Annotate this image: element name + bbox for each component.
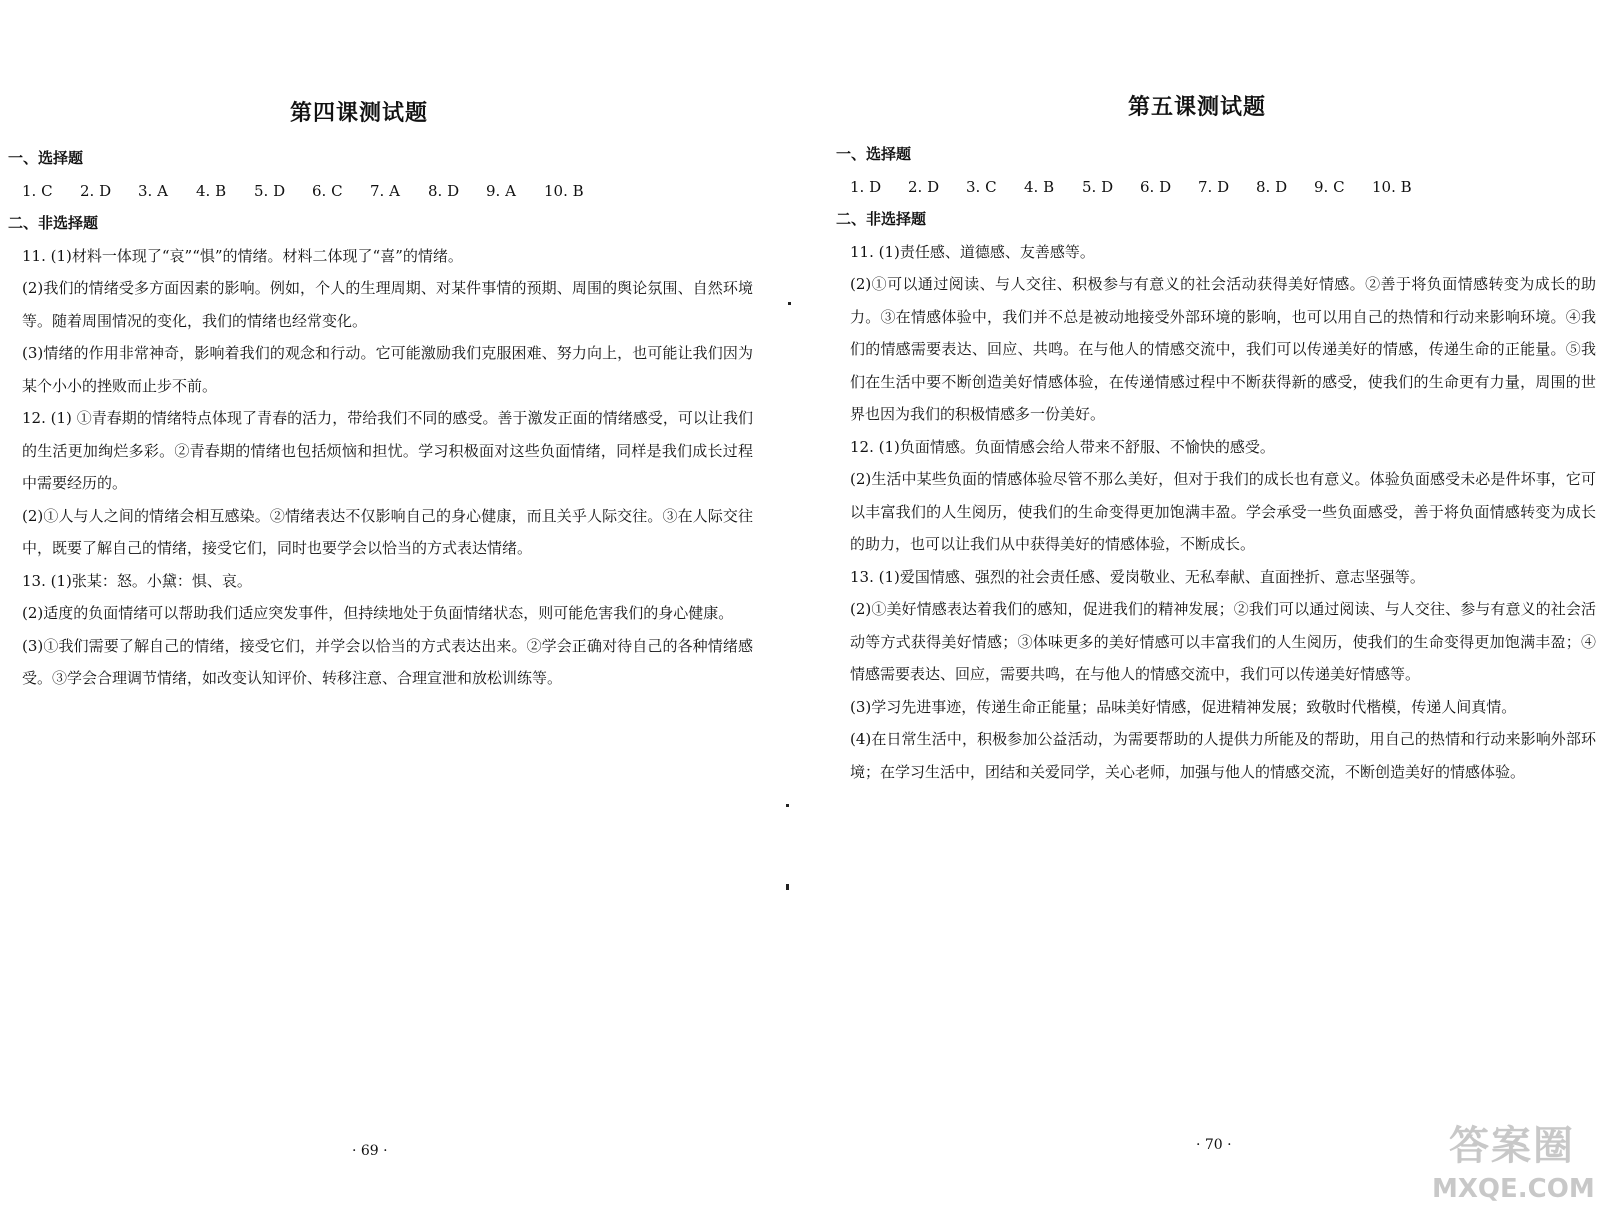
scan-speck xyxy=(786,884,789,890)
answer-item: 3. C xyxy=(966,177,997,196)
answer-paragraph: 12. (1) ①青春期的情绪特点体现了青春的活力，带给我们不同的感受。善于激发正面的情绪感受，可以让我们的生活更加绚烂多彩。②青春期的情绪也包括烦恼和担忧。学习积极面对这些负面情绪，同样是我们成长过程中需要经历的。 xyxy=(22,409,753,492)
answer-item: 10. B xyxy=(544,181,584,200)
answer-item: 6. D xyxy=(1140,177,1172,196)
answer-paragraph: (3)情绪的作用非常神奇，影响着我们的观念和行动。它可能激励我们克服困难、努力向上，也可能让我们因为某个小小的挫败而止步不前。 xyxy=(22,344,753,395)
watermark-logo xyxy=(1432,1118,1595,1218)
answer-item: 4. B xyxy=(196,181,227,200)
answer-paragraph: (2)①美好情感表达着我们的感知，促进我们的精神发展；②我们可以通过阅读、与人交往、参与有意义的社会活动等方式获得美好情感；③体味更多的美好情感可以丰富我们的人生阅历，使我们的生命变得更加饱满丰盈；④情感需要表达、回应，需要共鸣，在与他人的情感交流中，我们可以传递美好情感等。 xyxy=(850,600,1596,683)
watermark-text: 答案圈 xyxy=(1449,1123,1575,1169)
answer-item: 1. C xyxy=(22,181,53,200)
answer-item: 5. D xyxy=(1082,177,1114,196)
scan-speck xyxy=(788,302,791,305)
answer-item: 9. C xyxy=(1314,177,1345,196)
choice-answers xyxy=(22,175,753,208)
section-heading-nonchoice: 二、非选择题 xyxy=(8,214,99,232)
page-content xyxy=(836,138,1596,788)
answer-item: 1. D xyxy=(850,177,882,196)
answer-item: 7. A xyxy=(370,181,400,200)
answer-paragraph: 11. (1)责任感、道德感、友善感等。 xyxy=(850,242,1095,261)
answer-paragraph: (2)生活中某些负面的情感体验尽管不那么美好，但对于我们的成长也有意义。体验负面感受未必是件坏事，它可以丰富我们的人生阅历，使我们的生命变得更加饱满丰盈。学会承受一些负面感受，善于将负面情感转变为成长的助力，也可以让我们从中获得美好的情感体验，不断成长。 xyxy=(850,470,1596,553)
answer-item: 4. B xyxy=(1024,177,1055,196)
answer-paragraph: (3)①我们需要了解自己的情绪，接受它们，并学会以恰当的方式表达出来。②学会正确对待自己的各种情绪感受。③学会合理调节情绪，如改变认知评价、转移注意、合理宣泄和放松训练等。 xyxy=(22,636,753,687)
page-content xyxy=(8,142,753,695)
answer-item: 3. A xyxy=(138,181,168,200)
choice-answers xyxy=(850,171,1596,204)
page-title: 第四课测试题 xyxy=(290,100,429,126)
watermark-url: MXQE.COM xyxy=(1432,1174,1595,1204)
section-heading-choice: 一、选择题 xyxy=(836,145,912,163)
page-number: · 69 · xyxy=(352,1143,388,1159)
answer-item: 9. A xyxy=(486,181,516,200)
answer-paragraph: 13. (1)张某：怒。小黛：惧、哀。 xyxy=(22,571,252,590)
left-page xyxy=(0,0,780,1228)
page-number: · 70 · xyxy=(1196,1137,1232,1153)
answer-paragraph: (3)学习先进事迹，传递生命正能量；品味美好情感，促进精神发展；致敬时代楷模，传递人间真情。 xyxy=(850,697,1517,716)
answer-item: 5. D xyxy=(254,181,286,200)
answer-item: 8. D xyxy=(1256,177,1288,196)
answer-paragraph: 12. (1)负面情感。负面情感会给人带来不舒服、不愉快的感受。 xyxy=(850,437,1275,456)
answer-paragraph: (2)①可以通过阅读、与人交往、积极参与有意义的社会活动获得美好情感。②善于将负面情感转变为成长的助力。③在情感体验中，我们并不总是被动地接受外部环境的影响，也可以用自己的热情和行动来影响环境。④我们的情感需要表达、回应、共鸣。在与他人的情感交流中，我们可以传递美好的情感，传递生命的正能量。⑤我们在生活中要不断创造美好情感体验，在传递情感过程中不断获得新的感受，使我们的生命更有力量，周围的世界也因为我们的积极情感多一份美好。 xyxy=(850,275,1596,423)
answer-item: 2. D xyxy=(908,177,940,196)
page-title: 第五课测试题 xyxy=(1128,94,1267,120)
section-heading-nonchoice: 二、非选择题 xyxy=(836,210,927,228)
answer-item: 2. D xyxy=(80,181,112,200)
answer-paragraph: 13. (1)爱国情感、强烈的社会责任感、爱岗敬业、无私奉献、直面挫折、意志坚强等。 xyxy=(850,567,1425,586)
answer-paragraph: (2)我们的情绪受多方面因素的影响。例如，个人的生理周期、对某件事情的预期、周围的舆论氛围、自然环境等。随着周围情况的变化，我们的情绪也经常变化。 xyxy=(22,279,753,330)
answer-item: 10. B xyxy=(1372,177,1412,196)
scan-speck xyxy=(786,804,789,807)
answer-item: 7. D xyxy=(1198,177,1230,196)
answer-item: 6. C xyxy=(312,181,343,200)
answer-paragraph: (2)①人与人之间的情绪会相互感染。②情绪表达不仅影响自己的身心健康，而且关乎人际交往。③在人际交往中，既要了解自己的情绪，接受它们，同时也要学会以恰当的方式表达情绪。 xyxy=(22,506,753,557)
answer-paragraph: 11. (1)材料一体现了“哀”“惧”的情绪。材料二体现了“喜”的情绪。 xyxy=(22,246,463,265)
answer-paragraph: (4)在日常生活中，积极参加公益活动，为需要帮助的人提供力所能及的帮助，用自己的热情和行动来影响外部环境；在学习生活中，团结和关爱同学，关心老师，加强与他人的情感交流，不断创造美好的情感体验。 xyxy=(850,730,1596,781)
section-heading-choice: 一、选择题 xyxy=(8,149,84,167)
answer-item: 8. D xyxy=(428,181,460,200)
right-page xyxy=(820,0,1600,1228)
answer-paragraph: (2)适度的负面情绪可以帮助我们适应突发事件，但持续地处于负面情绪状态，则可能危害我们的身心健康。 xyxy=(22,604,734,622)
